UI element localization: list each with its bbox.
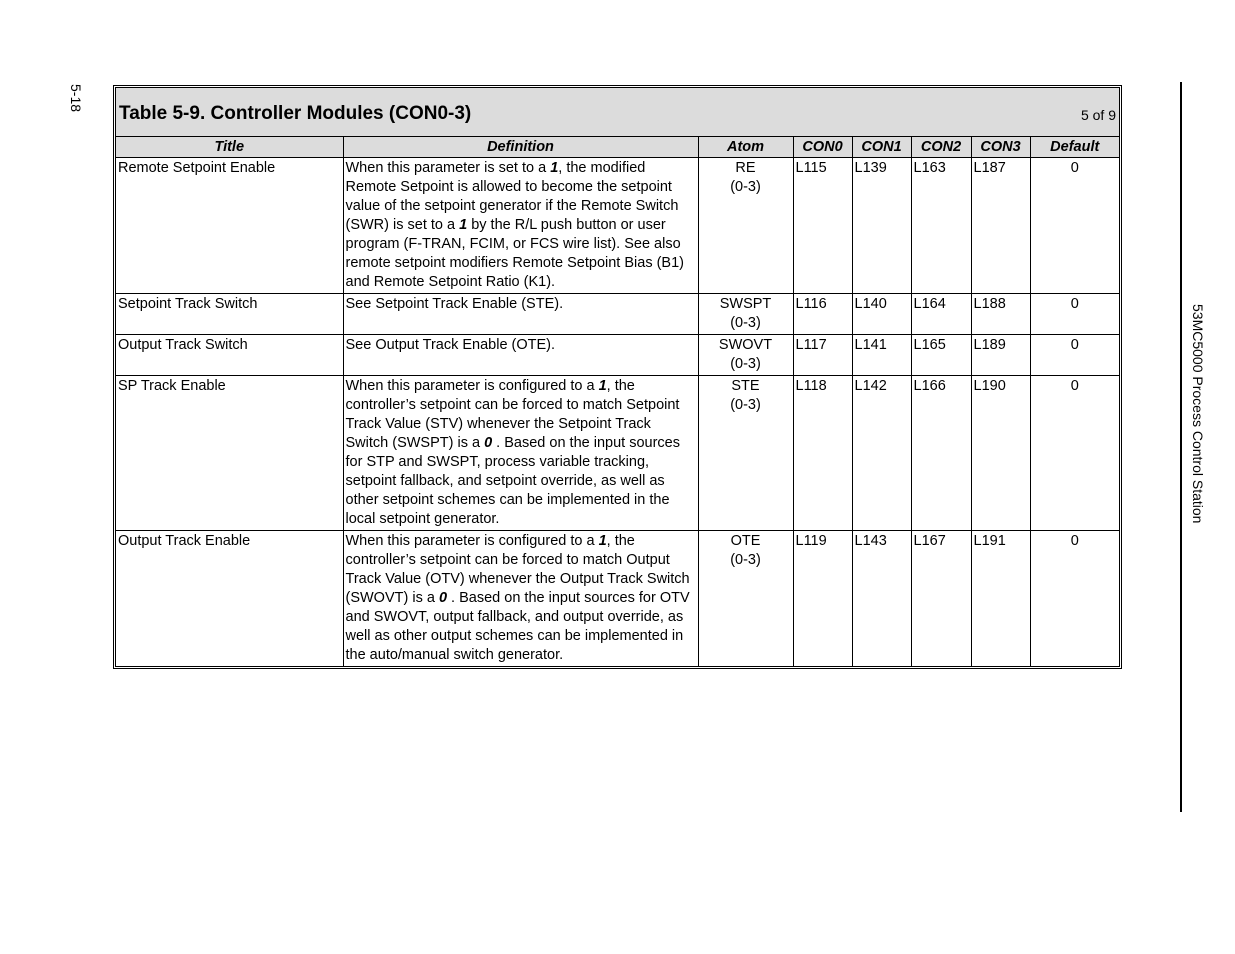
header-con1: CON1: [852, 137, 911, 158]
header-default: Default: [1030, 137, 1119, 158]
cell-con3: L189: [971, 335, 1030, 376]
table-row: [116, 294, 1119, 335]
cell-title: Setpoint Track Switch: [116, 294, 343, 335]
table-caption: Table 5-9. Controller Modules (CON0-3): [119, 103, 472, 124]
definition-emphasis: 0: [484, 435, 493, 451]
header-definition: Definition: [343, 137, 698, 158]
definition-text: , the controller’s setpoint can be forced to match Output Track Value (OTV) whenever the Output Track Switch (SWOVT) is a: [345, 533, 690, 606]
cell-default: 0: [1030, 294, 1119, 335]
cell-con0: L115: [793, 158, 852, 294]
cell-con1: L142: [852, 376, 911, 531]
cell-definition: [343, 376, 698, 531]
header-con2: CON2: [911, 137, 971, 158]
cell-con0: L116: [793, 294, 852, 335]
atom-name: STE: [731, 378, 760, 394]
table-row: [116, 158, 1119, 294]
definition-emphasis: 1: [550, 160, 559, 176]
definition-text: . Based on the input sources for OTV and SWOVT, output fallback, and output override, as well as other output schemes can be implemented in the auto/manual switch generator.: [345, 590, 690, 663]
cell-title: SP Track Enable: [116, 376, 343, 531]
cell-atom: [698, 294, 793, 335]
atom-name: RE: [735, 160, 756, 176]
table-body: [116, 158, 1119, 667]
cell-atom: [698, 335, 793, 376]
table-header-row: [116, 137, 1119, 158]
cell-definition: [343, 294, 698, 335]
definition-text: , the controller’s setpoint can be forced to match Setpoint Track Value (STV) whenever the Setpoint Track Switch (SWSPT) is a: [345, 378, 680, 451]
cell-con0: L118: [793, 376, 852, 531]
table-page-indicator: 5 of 9: [1080, 107, 1116, 123]
atom-name: OTE: [730, 533, 761, 549]
definition-emphasis: 1: [598, 533, 607, 549]
cell-con3: L190: [971, 376, 1030, 531]
atom-name: SWOVT: [718, 337, 773, 353]
atom-range: (0-3): [730, 315, 761, 331]
definition-text: When this parameter is configured to a: [345, 378, 599, 394]
header-atom: Atom: [698, 137, 793, 158]
cell-definition: [343, 158, 698, 294]
cell-default: 0: [1030, 376, 1119, 531]
definition-text: When this parameter is set to a: [345, 160, 551, 176]
cell-con0: L119: [793, 531, 852, 667]
page-number: 5-18: [68, 84, 84, 113]
cell-con2: L163: [911, 158, 971, 294]
side-document-title: 53MC5000 Process Control Station: [1190, 304, 1206, 524]
definition-text: by the R/L push button or user program (F-TRAN, FCIM, or FCS wire list). See also remote setpoint modifiers Remote Setpoint Bias (B1) and Remote Setpoint Ratio (K1).: [345, 217, 684, 290]
definition-text: See Output Track Enable (OTE).: [345, 337, 556, 353]
table-caption-bar: [116, 88, 1119, 137]
definition-emphasis: 1: [598, 378, 607, 394]
definition-text: . Based on the input sources for STP and SWSPT, process variable tracking, setpoint fallback, and setpoint override, as well as other setpoint schemes can be implemented in the local setpoint generator.: [345, 435, 680, 527]
atom-range: (0-3): [730, 179, 761, 195]
cell-default: 0: [1030, 158, 1119, 294]
cell-con1: L140: [852, 294, 911, 335]
table-row: [116, 376, 1119, 531]
header-con3: CON3: [971, 137, 1030, 158]
cell-title: Remote Setpoint Enable: [116, 158, 343, 294]
cell-definition: [343, 531, 698, 667]
cell-default: 0: [1030, 531, 1119, 667]
cell-con2: L165: [911, 335, 971, 376]
cell-title: Output Track Switch: [116, 335, 343, 376]
atom-name: SWSPT: [719, 296, 772, 312]
definition-text: , the modified Remote Setpoint is allowed to become the setpoint value of the setpoint generator if the Remote Switch (SWR) is set to a: [345, 160, 679, 233]
cell-atom: [698, 531, 793, 667]
atom-range: (0-3): [730, 552, 761, 568]
cell-con3: L187: [971, 158, 1030, 294]
definition-text: When this parameter is configured to a: [345, 533, 599, 549]
cell-con3: L191: [971, 531, 1030, 667]
cell-con1: L141: [852, 335, 911, 376]
cell-con2: L167: [911, 531, 971, 667]
cell-con0: L117: [793, 335, 852, 376]
atom-range: (0-3): [730, 397, 761, 413]
definition-emphasis: 0: [438, 590, 448, 606]
cell-atom: [698, 158, 793, 294]
cell-con1: L139: [852, 158, 911, 294]
side-rule: [1180, 82, 1182, 812]
parameter-table: [116, 137, 1119, 666]
cell-atom: [698, 376, 793, 531]
cell-definition: [343, 335, 698, 376]
definition-text: See Setpoint Track Enable (STE).: [345, 296, 564, 312]
cell-con2: L166: [911, 376, 971, 531]
cell-con3: L188: [971, 294, 1030, 335]
atom-range: (0-3): [730, 356, 761, 372]
header-title: Title: [116, 137, 343, 158]
cell-con1: L143: [852, 531, 911, 667]
table-row: [116, 531, 1119, 667]
table-row: [116, 335, 1119, 376]
cell-default: 0: [1030, 335, 1119, 376]
cell-con2: L164: [911, 294, 971, 335]
cell-title: Output Track Enable: [116, 531, 343, 667]
controller-modules-table: [113, 85, 1122, 669]
header-con0: CON0: [793, 137, 852, 158]
definition-emphasis: 1: [459, 217, 468, 233]
